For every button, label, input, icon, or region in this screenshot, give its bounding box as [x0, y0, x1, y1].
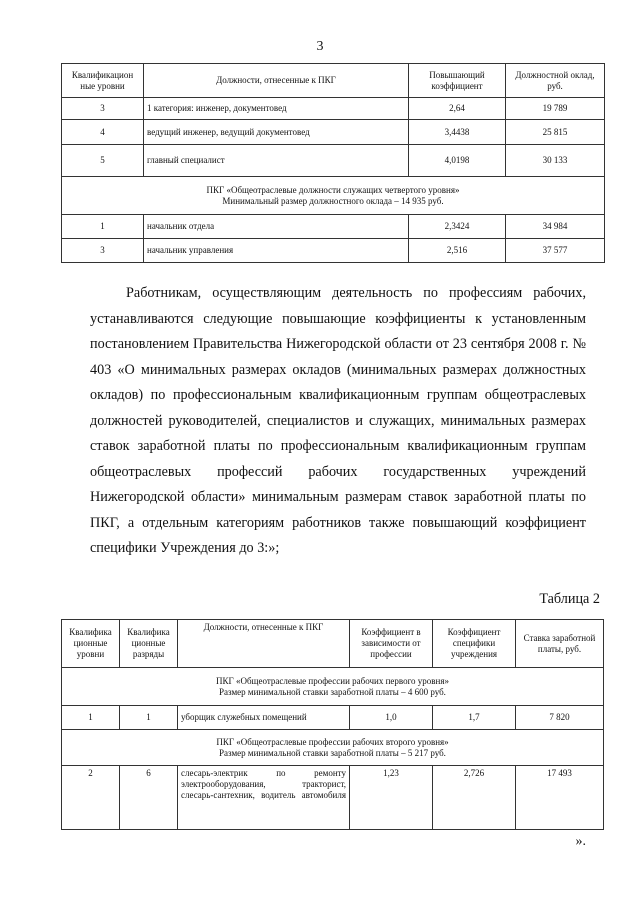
t1-header-coefficient: Повышающий коэффициент	[409, 64, 506, 98]
t1-cell: 1	[62, 215, 144, 239]
t2-cell: 1,7	[433, 706, 516, 730]
t2-header-specifics-coefficient: Коэффициент специфики учреждения	[433, 620, 516, 668]
t2-cell: 1,0	[350, 706, 433, 730]
t1-header-level: Квалификацион ные уровни	[62, 64, 144, 98]
table-row	[62, 239, 605, 263]
t2-header-level: Квалифика ционные уровни	[62, 620, 120, 668]
t2-group-2-title: ПКГ «Общеотраслевые профессии рабочих второго уровня»	[216, 736, 449, 747]
t2-cell: 1	[120, 706, 178, 730]
t2-header-grade: Квалифика ционные разряды	[120, 620, 178, 668]
table-row	[62, 120, 605, 145]
t1-cell: ведущий инженер, ведущий документовед	[144, 120, 409, 145]
t2-group-1-min: Размер минимальной ставки заработной платы – 4 600 руб.	[219, 686, 446, 697]
table-2-caption: Таблица 2	[539, 591, 600, 607]
t2-cell: 2,726	[433, 766, 516, 830]
t1-cell: 3	[62, 239, 144, 263]
t2-cell: 2	[62, 766, 120, 830]
t1-header-salary: Должностной оклад, руб.	[506, 64, 605, 98]
t2-cell: слесарь-электрик по ремонту электрооборудования, тракторист, слесарь-сантехник, водитель автомобиля	[178, 766, 350, 830]
closing-quote: ».	[575, 834, 586, 849]
t1-cell: 5	[62, 145, 144, 177]
t2-header-rate: Ставка заработной платы, руб.	[516, 620, 604, 668]
table-row	[62, 98, 605, 120]
table-1	[61, 63, 605, 263]
table-row	[62, 215, 605, 239]
t2-header-profession-coefficient: Коэффициент в зависимости от профессии	[350, 620, 433, 668]
t1-cell: начальник управления	[144, 239, 409, 263]
t1-cell: 34 984	[506, 215, 605, 239]
t1-cell: 3,4438	[409, 120, 506, 145]
body-paragraph: Работникам, осуществляющим деятельность по профессиям рабочих, устанавливаются следующие повышающие коэффициенты к установленным постановлением Правительства Нижегородской области от 23 сентября 2008 г. № 403 «О минимальных размерах окладов (минимальных размерах должностных окладов) по профессиональным квалификационным группам общеотраслевых должностей руководителей, специалистов и служащих, минимальных размерах ставок заработной платы по профессиональным квалификационным группам общеотраслевых профессий рабочих государственных учреждений Нижегородской области» минимальным размерам ставок заработной платы по ПКГ, а отдельным категориям работников также повышающий коэффициент специфики Учреждения до 3:»;	[90, 285, 586, 556]
t1-cell: 4	[62, 120, 144, 145]
t1-cell: 3	[62, 98, 144, 120]
t2-header-position: Должности, отнесенные к ПКГ	[178, 620, 350, 668]
t1-group-min: Минимальный размер должностного оклада – 14 935 руб.	[222, 195, 444, 206]
t2-group-1-header	[62, 668, 604, 706]
table-row	[62, 766, 604, 830]
t1-cell: 1 категория: инженер, документовед	[144, 98, 409, 120]
t2-cell: 1,23	[350, 766, 433, 830]
t1-cell: начальник отдела	[144, 215, 409, 239]
t2-cell: 1	[62, 706, 120, 730]
t1-cell: 2,516	[409, 239, 506, 263]
t2-cell: уборщик служебных помещений	[178, 706, 350, 730]
t1-cell: 4,0198	[409, 145, 506, 177]
t2-group-1-title: ПКГ «Общеотраслевые профессии рабочих первого уровня»	[216, 675, 449, 686]
t1-cell: 25 815	[506, 120, 605, 145]
page-number: 3	[316, 39, 324, 54]
t2-cell: 6	[120, 766, 178, 830]
t1-header-position: Должности, отнесенные к ПКГ	[144, 64, 409, 98]
t2-cell: 7 820	[516, 706, 604, 730]
t1-cell: 30 133	[506, 145, 605, 177]
table-2	[61, 619, 604, 830]
t1-cell: главный специалист	[144, 145, 409, 177]
t1-cell: 2,64	[409, 98, 506, 120]
table-row	[62, 145, 605, 177]
t1-group-title: ПКГ «Общеотраслевые должности служащих четвертого уровня»	[206, 184, 460, 195]
table-row	[62, 706, 604, 730]
t2-cell: 17 493	[516, 766, 604, 830]
t1-cell: 19 789	[506, 98, 605, 120]
t2-group-2-header	[62, 730, 604, 766]
t1-cell: 2,3424	[409, 215, 506, 239]
t2-group-2-min: Размер минимальной ставки заработной платы – 5 217 руб.	[219, 747, 446, 758]
t1-cell: 37 577	[506, 239, 605, 263]
t1-group-header	[62, 177, 605, 215]
